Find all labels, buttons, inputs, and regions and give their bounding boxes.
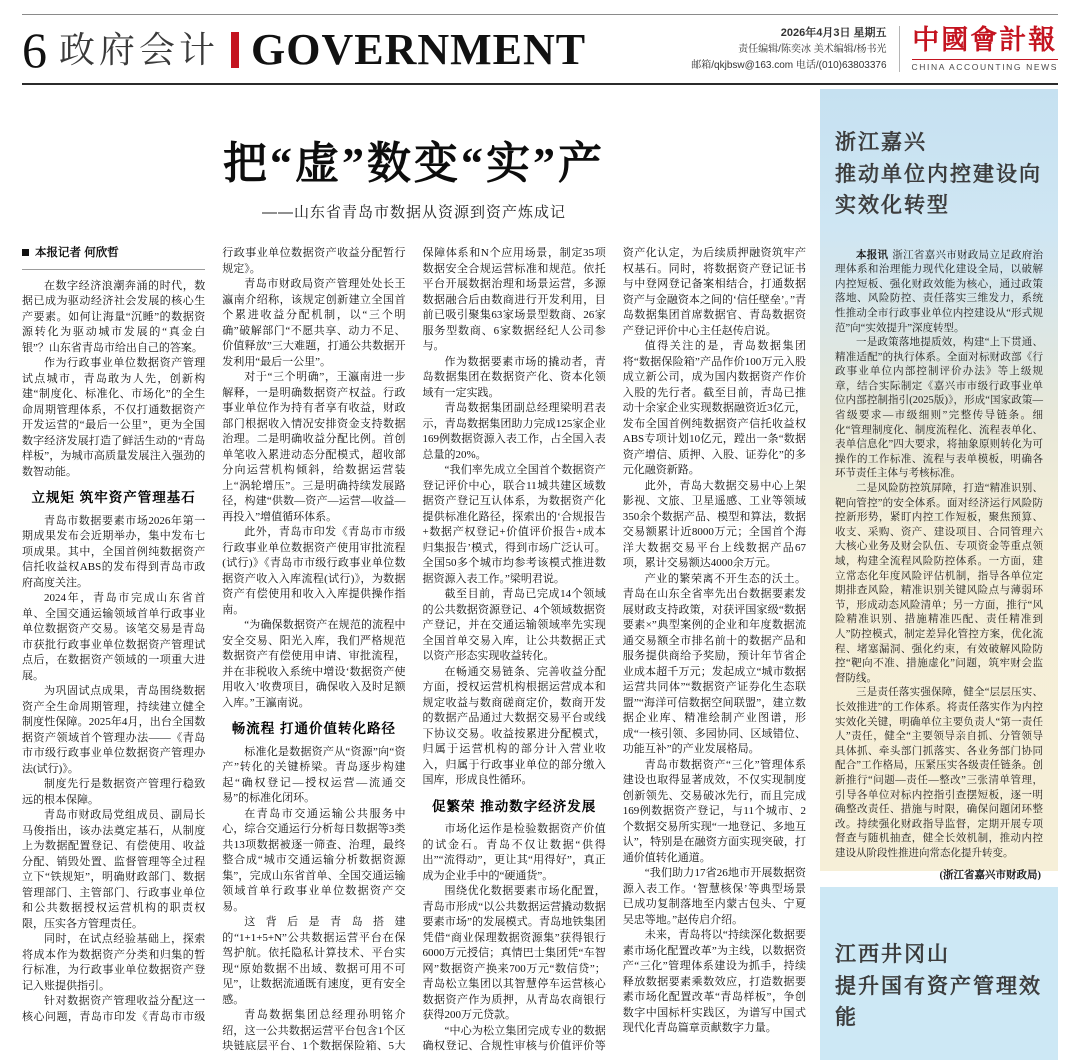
- paragraph: 作为数据要素市场的撬动者，青岛数据集团在数据资产化、资本化领域有一定实践。: [422, 355, 606, 399]
- masthead: [912, 26, 1058, 72]
- section-subhead-1: 立规矩 筑牢资产管理基石: [31, 490, 196, 506]
- paragraph: 同时，在试点经验基础上，探索将成本作为数据资产分类和归集的暂行标准，为行政事业单位数据资产登记入账提供指引。: [22, 933, 206, 992]
- paragraph: 青岛市财政局党组成员、副局长马俊指出，该办法奠定基石，从制度上为数据配置登记、有偿使用、收益分配、销毁处置、监督管理等全过程立下“铁规矩”，明确财政部门、数据管理部门、主管部门、行政事业单位和公共数据授权运营机构的职责权限，压实各方管理责任。: [22, 809, 206, 930]
- section-subhead-3: 促繁荣 推动数字经济发展: [431, 798, 597, 814]
- paragraph: 一是政策落地提质效，构建“上下贯通、精准适配”的执行体系。全面对标财政部《行政事业单位内部控制评价办法》等上级规章，结合实际制定《嘉兴市市级行政事业单位内部控制指引(2025版)》，形成“国家政策—省级要求—市级细则”完整传导链条。细化“管理制度化、制度流程化、流程表单化、表单信息化”四大要求，将抽象原则转化为可操作的工作标准、流程与表单模板，明确各环节责任主体与考核标准。: [835, 337, 1043, 480]
- sidebar-title-line2: 推动单位内控建设向实效化转型: [835, 162, 1042, 218]
- paragraph: 制度先行是数据资产管理行稳致远的根本保障。: [22, 778, 206, 806]
- article-body-columns: [22, 246, 806, 1055]
- paragraph: “为确保数据资产在规范的流程中安全交易、阳光入库，我们严格规范数据资产有偿使用申请、审批流程，并在非税收入系统中增设‘数据资产使用收入’收费项目，确保收入及时足额入库。”王瀛南说。: [222, 619, 406, 709]
- paragraph: 三是责任落实强保障，健全“层层压实、长效推进”的工作体系。将责任落实作为内控实效化关键，明确单位主要负责人“第一责任人”责任，健全“主要领导亲自抓、分管领导具体抓、牵头部门抓落实、各业务部门协同配合”工作格局，压紧压实各级责任链条。创新推行“问题—责任—整改”三张清单管理，引导各单位对标内控指引查摆短板，逐一明确整改责任、措施与时限，确保问题闭环整改。持续强化财政指导监督，定期开展专项督查与随机抽查，健全长效机制，推动内控建设从阶段性推进向常态化提升转变。: [835, 687, 1043, 859]
- paragraph: “中心为松立集团完成专业的数据确权登记、合规性审核与价值评价等资产化认定，为后续质押融资筑牢产权基石。同时，将数据资产登记证书与中登网登记备案相结合，打通数据资产与金融资本之间的‘信任壁垒’。”青岛数据集团首席数据官、青岛数据资产登记评价中心主任赵传启说。: [422, 247, 806, 1053]
- masthead-cn: 中國會計報: [912, 25, 1058, 56]
- editors-line: 责任编辑/陈奕冰 美术编辑/杨书光: [738, 44, 887, 56]
- byline-square-icon: [22, 249, 29, 256]
- paragraph: 未来，青岛将以“持续深化数据要素市场化配置改革”为主线，以数据资产“三化”管理体系建设为抓手，持续释放数据要素乘数效应，打造数据要素市场化配置改革“青岛样板”，争创数字中国标杆实践区，为谱写中国式现代化青岛篇章贡献数字力量。: [622, 929, 806, 1035]
- paragraph: 作为行政事业单位数据资产管理试点城市，青岛敢为人先，创新构建“制度化、标准化、市场化”的全生命周期管理体系，不仅打通数据资产开发运营的“最后一公里”，更为全国数字经济发展打造了鲜活生动的“青岛样板”，为城市高质量发展注入强劲的数智动能。: [22, 357, 206, 478]
- paragraph: 在数字经济浪潮奔涌的时代，数据已成为驱动经济社会发展的核心生产要素。如何让海量“沉睡”的数据资源转化为驱动城市发展的“真金白银”？山东省青岛市给出自己的答案。: [22, 279, 206, 354]
- issue-meta: [691, 25, 886, 73]
- paragraph: 这背后是青岛搭建的“1+1+5+N”公共数据运营平台在保驾护航。依托隐私计算技术、平台实现“原始数据不出域、数据可用不可见”，让数据流通既有速度，更有安全感。: [222, 916, 406, 1006]
- paragraph: 此外，青岛大数据交易中心上架影视、文旅、卫星遥感、工业等领域350余个数据产品、模型和算法，数据交易额累计近8000万元；全国首个海洋大数据交易平台上线数据产品67项，累计交易额达4000余万元。: [622, 479, 806, 570]
- masthead-en: CHINA ACCOUNTING NEWS: [912, 59, 1058, 72]
- page-content: [22, 89, 1058, 1060]
- paragraph: 青岛数据集团副总经理梁明君表示，青岛数据集团助力完成125家企业169例数据资源入表工作，占全国入表总量的20%。: [422, 402, 606, 461]
- paragraph: 为巩固试点成果，青岛围绕数据资产全生命周期管理，持续建立健全制度性保障。2025年4月，出台全国数据资产领域首个管理办法——《青岛市市级行政事业单位数据资产管理办法(试行)》。: [22, 685, 206, 775]
- page-header: [22, 14, 1058, 85]
- paragraph: “我们助力17省26地市开展数据资源入表工作。‘智慧核保’等典型场景已成功复制落地至内蒙古包头、宁夏吴忠等地。”赵传启介绍。: [622, 867, 806, 926]
- paragraph-text: 浙江省嘉兴市财政局立足政府治理体系和治理能力现代化建设全局，以破解内控短板、强化财政效能为核心，通过政策落地、风险防控、责任落实三维发力，系统性推动全市行政事业单位内控建设从“形式规范”向“实效提升”深度转型。: [835, 249, 1043, 334]
- paragraph: 截至目前，青岛已完成14个领域的公共数据资源登记、4个领域数据资产登记，并在交通运输领域率先实现全国首单交易入库，让公共数据正式以资产形态实现收益转化。: [422, 588, 606, 663]
- paragraph: 在畅通交易链条、完善收益分配方面，授权运营机构根据运营成本和规定收益与数商磋商定价，数商开发的数据产品通过大数据交易平台或线下协议交易。收益按累进分配模式，归属于运营机构的部分计入营业收入，归属于行政事业单位的部分缴入国库，形成良性循环。: [422, 665, 606, 787]
- paragraph: 对于“三个明确”，王瀛南进一步解释，一是明确数据资产权益。行政事业单位作为持有者享有收益，财政部门根据收入情况安排资金支持数据治理。二是明确收益分配比例。首创单笔收入累进动态分配模式，超收部分向运营机构倾斜，给数据运营装上“涡轮增压”。三是明确持续发展路径，构建“供数—资产—运营—收益—再投入”增值循环体系。: [222, 371, 406, 523]
- sidebar-gap: [820, 871, 1058, 887]
- paragraph: 2024年，青岛市完成山东省首单、全国交通运输领域首单行政事业单位数据资产交易。该笔交易是青岛市获批行政事业单位数据资产管理试点后，在数据资产领域的一项重大进展。: [22, 592, 206, 682]
- paragraph: 市场化运作是检验数据资产价值的试金石。青岛不仅让数据“供得出”“流得动”，更让其“用得好”，真正成为企业手中的“硬通货”。: [422, 823, 606, 882]
- paragraph: 针对数据资产管理收益分配这一核心问题，青岛市印发《青岛市市级行政事业单位数据资产收益分配暂行规定》。: [22, 247, 406, 1023]
- section-title-en: GOVERNMENT: [251, 25, 587, 75]
- header-divider: [899, 26, 900, 72]
- page-number: 6: [22, 22, 47, 79]
- paragraph: 此外，青岛市印发《青岛市市级行政事业单位数据资产使用审批流程(试行)》《青岛市市级行政事业单位数据资产收入入库流程(试行)》，为数据资产有偿使用和收入入库提供操作指南。: [222, 526, 406, 616]
- paragraph: 围绕优化数据要素市场化配置，青岛市形成“以公共数据运营撬动数据要素市场”的发展模式。青岛地铁集团凭借“商业保理数据资源集”获得银行6000万元授信；真情巴士集团凭“车智网”数据资产换来700万元“数信贷”；青岛松立集团以其智慧停车运营核心数据资产作为质押，从青岛农商银行获得200万元贷款。: [422, 885, 606, 1022]
- main-article: [22, 89, 806, 1060]
- paragraph: 在青岛市交通运输公共服务中心，综合交通运行分析每日数据等3类共13项数据被逐一筛查、治理，最终整合成“城市交通运输分析数据资源集”，完成山东省首单、全国交通运输领域首单行政事业单位数据资产交易。: [222, 807, 406, 913]
- byline-text: 本报记者 何欣哲: [35, 247, 119, 260]
- sidebar-title-line1: 浙江嘉兴: [835, 131, 927, 155]
- paragraph: 标准化是数据资产从“资源”向“资产”转化的关键桥梁。青岛逐步构建起“确权登记—授权运营—流通交易”的标准化闭环。: [222, 745, 406, 805]
- header-meta-block: [691, 25, 1058, 75]
- article-subtitle: ——山东省青岛市数据从资源到资产炼成记: [261, 204, 566, 222]
- sidebar-article-jiaxing: [820, 89, 1058, 882]
- contact-line: 邮箱/qkjbsw@163.com 电话/(010)63803376: [691, 59, 887, 71]
- sidebar-article2-title: [835, 939, 1043, 1034]
- sidebar-article-title: [835, 127, 1043, 222]
- section-subhead-2: 畅流程 打通价值转化路径: [231, 721, 396, 737]
- byline: [22, 246, 205, 270]
- section-divider-bar: [231, 32, 239, 68]
- paragraph: 产业的繁荣离不开生态的沃土。青岛在山东全省率先出台数据要素发展财政支持政策，对获评国家级“数据要素×”典型案例的企业和年度数据流通交易额全市排名前十的数据产品和服务提供商给予奖励，预计年节省企业成本超千万元；发起成立“城市数据运营共同体”“数据资产证券化生态联盟”“海洋可信数据空间联盟”，建立数据企业库、精准绘制产业图谱，形成“一核引领、多园协同、区域错位、功能互补”的产业发展格局。: [622, 572, 806, 756]
- paragraph: 青岛市数据要素市场2026年第一期成果发布会近期举办，集中发布七项成果。其中，全国首例纯数据资产信托收益权ABS的发布得到青岛市政府高度关注。: [22, 514, 206, 589]
- issue-date: 2026年4月3日 星期五: [780, 27, 887, 39]
- sidebar2-title-line1: 江西井冈山: [835, 943, 950, 967]
- article-headline: 把“虚”数变“实”产: [223, 139, 605, 189]
- lead-tag: 本报讯: [856, 248, 889, 261]
- paragraph: 青岛市数据资产“三化”管理体系建设也取得显著成效，不仅实现制度创新领先、交易破冰先行，而且完成169例数据资产登记，与11个城市、2个数据交易所实现“一地登记、多地互认”，特别是在融资方面实现突破，打通价值转化通道。: [622, 758, 806, 864]
- sidebar-article-jinggangshan: [820, 887, 1058, 1060]
- paragraph: 青岛数据集团总经理孙明铭介绍，这一公共数据运营平台包含1个区块链底层平台、1个数据保险箱、5大保障体系和N个应用场景，制定35项数据安全合规运营标准和规范。依托平台开展数据治理和场景运营，多源数据融合后由数商进行开发利用，目前已吸引聚集63家场景型数商、26家服务型数商、6家数据经纪人公司参与。: [222, 247, 606, 1053]
- paragraph: 值得关注的是，青岛数据集团将“数据保险箱”产品作价100万元入股成立新公司，成为国内数据资产作价入股的先行者。截至目前，青岛已推动十余家企业实现数据融资近3亿元，发布全国首例纯数据资产信托收益权ABS专项计划10亿元，蹚出一条“数据资产增信、质押、入股、证券化”的多元化融资新路。: [622, 340, 806, 477]
- article-signature: (浙江省嘉兴市财政局): [939, 870, 1041, 882]
- paragraph: “我们率先成立全国首个数据资产登记评价中心，联合11城共建区域数据资产登记互认体系，为数据资产化提供标准化路径，探索出的‘合规报告+数据产权登记+价值评价报告+成本归集报告’模式，得到市场广泛认可。全国50多个城市均参考该模式推进数据资源入表工作。”梁明君说。: [422, 464, 606, 585]
- paragraph: 二是风险防控筑屏障，打造“精准识别、靶向管控”的安全体系。面对经济运行风险防控新形势，紧盯内控工作短板，聚焦预算、收支、采购、资产、建设项目、合同管理六大核心业务及财会队伍、专项资金等重点领域，构建全流程风险防控体系。一方面，建立常态化年度风险评估机制，指导各单位定期排查风险，精准识别关键风险点与薄弱环节，形成动态风险清单；另一方面，推行“风险精准识别、措施精准匹配、责任精准到人”防控模式，制定差异化管控方案，优化流程、堵塞漏洞、强化约束，有效破解风险防控“靶向不准、措施虚化”问题，筑牢财会监督防线。: [835, 483, 1043, 684]
- section-title-cn: 政府会计: [59, 29, 220, 71]
- paragraph: 青岛市财政局资产管理处处长王瀛南介绍称，该规定创新建立全国首个累进收益分配机制，以“三个明确”破解部门“不愿共享、动力不足、价值释放”三大难题，打通公共数据开发利用“最后一公里”。: [222, 278, 406, 368]
- sidebar: [820, 89, 1058, 1060]
- sidebar2-title-line2: 提升国有资产管理效能: [835, 974, 1042, 1030]
- paragraph: [835, 248, 1043, 337]
- sidebar-article-body: [835, 248, 1043, 885]
- section-banner: [22, 22, 587, 79]
